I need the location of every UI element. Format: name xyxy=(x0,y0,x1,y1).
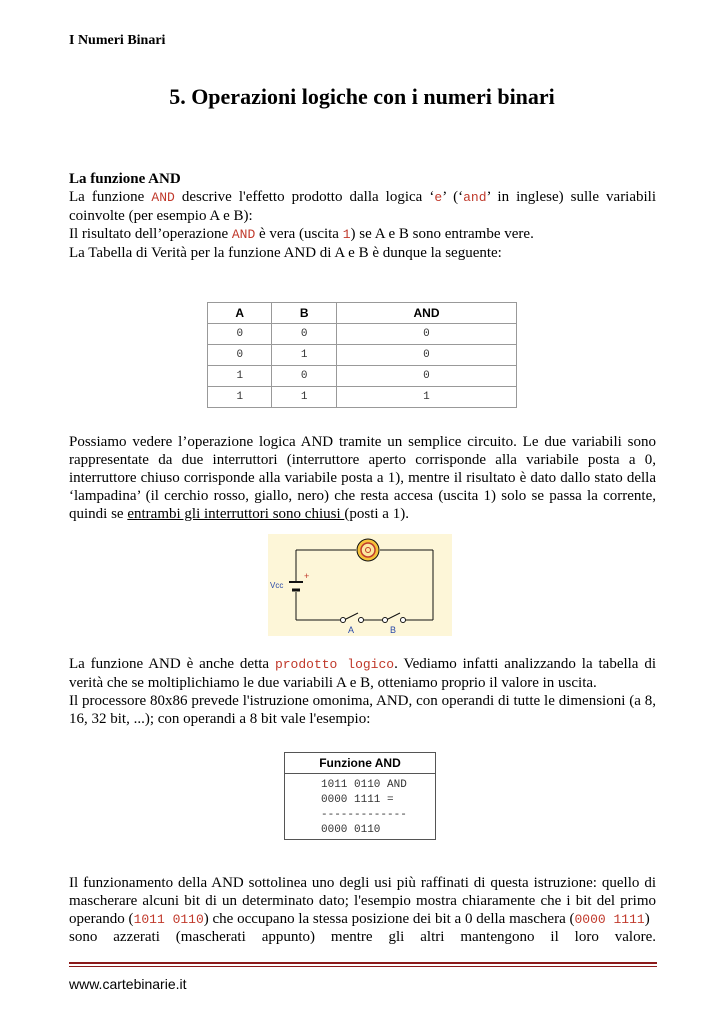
switch-a-lever xyxy=(344,613,358,620)
footer-url: www.cartebinarie.it xyxy=(69,976,187,992)
p1-text-a: La funzione xyxy=(69,189,152,205)
p2-text-b: è vera (uscita xyxy=(255,226,343,242)
header-and: AND xyxy=(336,303,516,324)
running-header: I Numeri Binari xyxy=(69,33,166,48)
paragraph-2 xyxy=(69,225,656,244)
product-line xyxy=(69,655,656,692)
table-row xyxy=(208,387,517,408)
mask-last-line: sono azzerati (mascherati appunto) mentre gli altri mantengono il loro valore. xyxy=(69,929,656,945)
and-circuit-diagram xyxy=(268,534,452,636)
table-cell: 0 xyxy=(336,345,516,366)
circuit-underlined: entrambi gli interruttori sono chiusi xyxy=(127,506,345,522)
paragraph-3: La Tabella di Verità per la funzione AND di A e B è dunque la seguente: xyxy=(69,245,502,261)
table-cell: 0 xyxy=(336,324,516,345)
switch-b-label: B xyxy=(390,625,397,635)
table-cell: 0 xyxy=(208,345,272,366)
switch-b-lever xyxy=(386,613,400,620)
paragraph-1 xyxy=(69,188,656,225)
p2-text-a: Il risultato dell’operazione xyxy=(69,226,232,242)
lamp-ring xyxy=(361,543,375,557)
footer-rule-thick xyxy=(69,962,657,964)
header-a: A xyxy=(208,303,272,324)
switch-b-contact-right xyxy=(401,618,406,623)
mask-text-b: ) che occupano la stessa posizione dei bit a 0 della maschera ( xyxy=(203,911,575,927)
table-cell: 0 xyxy=(208,324,272,345)
circuit-svg xyxy=(268,534,452,636)
p2-code-1: 1 xyxy=(342,227,351,242)
circuit-text-b: (posti a 1). xyxy=(344,506,409,522)
mask-paragraph xyxy=(69,874,656,929)
circuit-text-a: Possiamo vedere l’operazione logica AND tramite un semplice circuito. Le due variabili sono rappresentate da due interruttori (interruttore aperto corrisponde alla variabile posta a 0, interruttore chiuso corrisponde alla variabile posta a 1), mentre il risultato è dato dallo stato della ‘lampadina’ (il cerchio rosso, giallo, nero) che resta accesa (uscita 1) solo se passa la corrente, quindi se xyxy=(69,434,656,522)
section-heading: La funzione AND xyxy=(69,171,181,187)
truth-table xyxy=(207,302,517,408)
vcc-label: Vcc xyxy=(270,581,284,590)
table-cell: 1 xyxy=(336,387,516,408)
switch-a-label: A xyxy=(348,625,355,635)
code-box-caption: Funzione AND xyxy=(285,753,435,774)
code-line: 1011 0110 AND xyxy=(321,779,407,791)
table-cell: 1 xyxy=(208,366,272,387)
mask-text-a: Il funzionamento della AND sottolinea uno degli usi più raffinati di questa istruzione: quello di mascherare alcuni bit di un determinato dato; l'esempio mostra chiaramente che i bit del primo operando ( xyxy=(69,875,656,927)
table-cell: 1 xyxy=(272,387,336,408)
product-paragraph xyxy=(69,655,656,728)
p1-code-e: e xyxy=(434,190,443,205)
p1-text-d: ’ in inglese) sulle variabili coinvolte (per esempio A e B): xyxy=(69,189,657,224)
product-code: prodotto logico xyxy=(274,657,395,672)
mask-text-c: ) xyxy=(644,911,650,927)
code-line: 0000 0110 xyxy=(321,824,381,836)
mask-operand-code: 1011 0110 xyxy=(133,912,204,927)
code-line: 0000 1111 = xyxy=(321,794,394,806)
p2-text-c: ) se A e B sono entrambe vere. xyxy=(350,226,534,242)
table-row xyxy=(208,324,517,345)
circuit-paragraph xyxy=(69,433,656,523)
table-row xyxy=(208,366,517,387)
processor-line: Il processore 80x86 prevede l'istruzione omonima, AND, con operandi di tutte le dimensioni (a 8, 16, 32 bit, ...); con operandi a 8 bit vale l'esempio: xyxy=(69,693,656,727)
p1-text-c: ’ (‘ xyxy=(442,189,464,205)
header-b: B xyxy=(272,303,336,324)
table-cell: 0 xyxy=(336,366,516,387)
footer-rule-thin xyxy=(69,966,657,967)
switch-a-contact-left xyxy=(341,618,346,623)
p2-code-and: AND xyxy=(231,227,256,242)
page-title: 5. Operazioni logiche con i numeri binari xyxy=(169,84,555,109)
table-row xyxy=(208,345,517,366)
switch-b-contact-left xyxy=(383,618,388,623)
battery-plus: + xyxy=(304,571,310,581)
and-intro xyxy=(69,170,656,262)
p1-text-b: descrive l'effetto prodotto dalla logica ‘ xyxy=(174,189,435,205)
code-line: ------------- xyxy=(321,809,407,821)
product-text-b: . Vediamo infatti analizzando la tabella di verità che se moltiplichiamo le due variabili A e B, otteniamo proprio il valore in uscita. xyxy=(69,656,656,691)
table-cell: 0 xyxy=(272,366,336,387)
product-text-a: La funzione AND è anche detta xyxy=(69,656,275,672)
p1-code-and: AND xyxy=(151,190,175,205)
and-example-box xyxy=(284,752,436,840)
table-cell: 1 xyxy=(272,345,336,366)
p1-code-and-en: and xyxy=(463,190,487,205)
switch-a-contact-right xyxy=(359,618,364,623)
table-header-row xyxy=(208,303,517,324)
table-cell: 1 xyxy=(208,387,272,408)
table-cell: 0 xyxy=(272,324,336,345)
mask-mask-code: 0000 1111 xyxy=(574,912,645,927)
code-lines xyxy=(285,774,435,838)
